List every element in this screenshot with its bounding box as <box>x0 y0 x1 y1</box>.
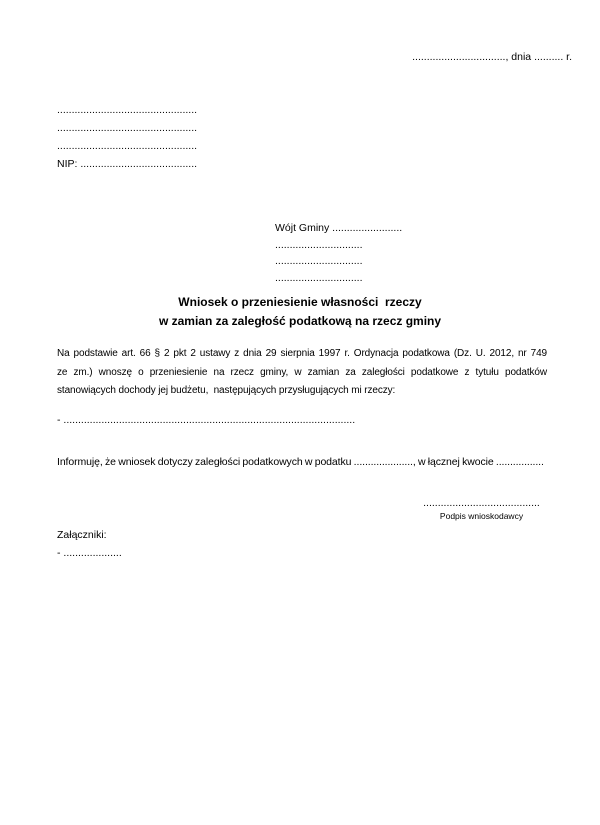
addressee-blank-line: .............................. <box>275 271 363 284</box>
addressee-block <box>275 220 402 286</box>
signature-caption: Podpis wnioskodawcy <box>439 511 524 521</box>
document-title <box>0 293 600 330</box>
tax-arrears-info-line: Informuję, że wniosek dotyczy zaległości podatkowych w podatku ....................., w łącznej kwocie ................. <box>57 456 544 468</box>
sender-block <box>57 101 197 173</box>
sender-blank-line: ................................................ <box>57 122 198 134</box>
addressee-blank-line: .............................. <box>275 255 363 267</box>
addressee-title-line: Wójt Gminy ........................ <box>275 222 403 234</box>
document-title-line-1: Wniosek o przeniesienie własności rzeczy <box>178 295 422 309</box>
addressee-blank-line: .............................. <box>275 238 363 251</box>
attachments-block <box>57 527 122 562</box>
legal-basis-paragraph <box>57 345 547 401</box>
paragraph-line: Na podstawie art. 66 § 2 pkt 2 ustawy z dnia 29 sierpnia 1997 r. Ordynacja podatkowa (Dz. U. 2012, nr 749 <box>57 348 547 359</box>
date-field: ................................, dnia .......... r. <box>412 51 572 63</box>
attachments-heading: Załączniki: <box>57 529 107 541</box>
sender-blank-line: ................................................ <box>57 140 198 152</box>
document-title-line-2: w zamian za zaległość podatkową na rzecz gminy <box>158 313 442 328</box>
signature-block <box>421 497 542 523</box>
signature-blank-line: ........................................ <box>423 497 540 509</box>
attachments-blank-item: - .................... <box>57 546 122 559</box>
property-list-blank-item: - .................................................................................................... <box>57 414 356 426</box>
paragraph-line: ze zm.) wnoszę o przeniesienie na rzecz gminy, w zamian za zaległości podatkowe z tytułu podatków <box>57 366 547 378</box>
sender-blank-line: ................................................ <box>57 104 198 116</box>
sender-nip-field: NIP: ........................................ <box>57 158 198 170</box>
paragraph-line: stanowiących dochody jej budżetu, następujących przysługujących mi rzeczy: <box>57 385 396 397</box>
